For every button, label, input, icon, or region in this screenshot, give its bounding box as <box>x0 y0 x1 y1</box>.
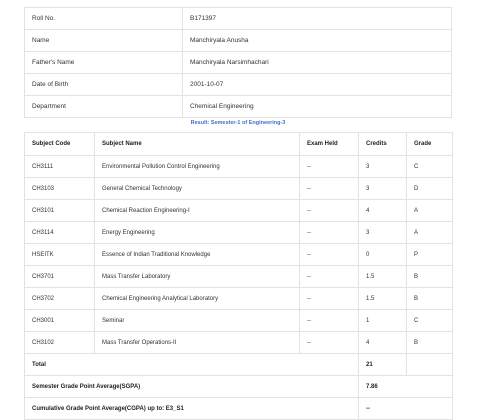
subject-name: Mass Transfer Laboratory <box>95 266 300 288</box>
table-row <box>25 288 453 310</box>
results-header-row <box>25 133 453 156</box>
exam-held: -- <box>300 156 359 178</box>
cgpa-value: -- <box>359 398 453 420</box>
sgpa-value: 7.86 <box>359 376 453 398</box>
header-credits: Credits <box>359 133 407 156</box>
subject-code: CH3702 <box>25 288 95 310</box>
subject-code: CH3111 <box>25 156 95 178</box>
subject-code: CH3103 <box>25 178 95 200</box>
header-exam-held: Exam Held <box>300 133 359 156</box>
credits: 1 <box>359 310 407 332</box>
cgpa-label: Cumulative Grade Point Average(CGPA) up to: E3_S1 <box>25 398 359 420</box>
info-row-date-of-birth <box>25 74 452 96</box>
grade: P <box>407 244 453 266</box>
table-row <box>25 244 453 266</box>
results-table <box>24 132 453 420</box>
info-row-roll-no <box>25 8 452 30</box>
subject-code: CH3101 <box>25 200 95 222</box>
table-row <box>25 310 453 332</box>
exam-held: -- <box>300 266 359 288</box>
student-info-table <box>24 7 452 118</box>
subject-code: CH3102 <box>25 332 95 354</box>
credits: 3 <box>359 178 407 200</box>
total-credits: 21 <box>359 354 407 376</box>
exam-held: -- <box>300 222 359 244</box>
grade: B <box>407 332 453 354</box>
info-value: Manchiryala Anusha <box>183 30 452 52</box>
exam-held: -- <box>300 310 359 332</box>
header-subject-name: Subject Name <box>95 133 300 156</box>
grade: B <box>407 288 453 310</box>
info-value: Manchiryala Narsimhachari <box>183 52 452 74</box>
header-grade: Grade <box>407 133 453 156</box>
table-row <box>25 332 453 354</box>
credits: 0 <box>359 244 407 266</box>
info-row-name <box>25 30 452 52</box>
subject-name: Chemical Engineering Analytical Laboratory <box>95 288 300 310</box>
subject-name: Chemical Reaction Engineering-I <box>95 200 300 222</box>
total-label: Total <box>25 354 359 376</box>
subject-code: CH3114 <box>25 222 95 244</box>
exam-held: -- <box>300 244 359 266</box>
info-label: Department <box>25 96 183 118</box>
subject-code: CH3701 <box>25 266 95 288</box>
table-row <box>25 156 453 178</box>
exam-held: -- <box>300 332 359 354</box>
table-row <box>25 200 453 222</box>
info-label: Father's Name <box>25 52 183 74</box>
grade: C <box>407 310 453 332</box>
info-row-fathers-name <box>25 52 452 74</box>
header-subject-code: Subject Code <box>25 133 95 156</box>
cgpa-row <box>25 398 453 420</box>
subject-name: Seminar <box>95 310 300 332</box>
subject-name: General Chemical Technology <box>95 178 300 200</box>
credits: 3 <box>359 222 407 244</box>
table-row <box>25 222 453 244</box>
exam-held: -- <box>300 178 359 200</box>
result-caption: Result: Semester-1 of Engineering-3 <box>190 120 286 126</box>
total-empty-cell <box>407 354 453 376</box>
info-value: B171397 <box>183 8 452 30</box>
credits: 4 <box>359 200 407 222</box>
subject-code: HSEITK <box>25 244 95 266</box>
subject-code: CH3001 <box>25 310 95 332</box>
info-row-department <box>25 96 452 118</box>
credits: 3 <box>359 156 407 178</box>
grade: A <box>407 200 453 222</box>
credits: 1.5 <box>359 288 407 310</box>
exam-held: -- <box>300 288 359 310</box>
credits: 1.5 <box>359 266 407 288</box>
subject-name: Essence of Indian Traditional Knowledge <box>95 244 300 266</box>
credits: 4 <box>359 332 407 354</box>
subject-name: Mass Transfer Operations-II <box>95 332 300 354</box>
sgpa-row <box>25 376 453 398</box>
info-label: Name <box>25 30 183 52</box>
info-label: Roll No. <box>25 8 183 30</box>
table-row <box>25 266 453 288</box>
subject-name: Energy Engineering <box>95 222 300 244</box>
info-label: Date of Birth <box>25 74 183 96</box>
info-value: Chemical Engineering <box>183 96 452 118</box>
subject-name: Environmental Pollution Control Engineering <box>95 156 300 178</box>
info-value: 2001-10-07 <box>183 74 452 96</box>
sgpa-label: Semester Grade Point Average(SGPA) <box>25 376 359 398</box>
total-row <box>25 354 453 376</box>
grade: C <box>407 156 453 178</box>
exam-held: -- <box>300 200 359 222</box>
grade: D <box>407 178 453 200</box>
grade: A <box>407 222 453 244</box>
grade: B <box>407 266 453 288</box>
table-row <box>25 178 453 200</box>
